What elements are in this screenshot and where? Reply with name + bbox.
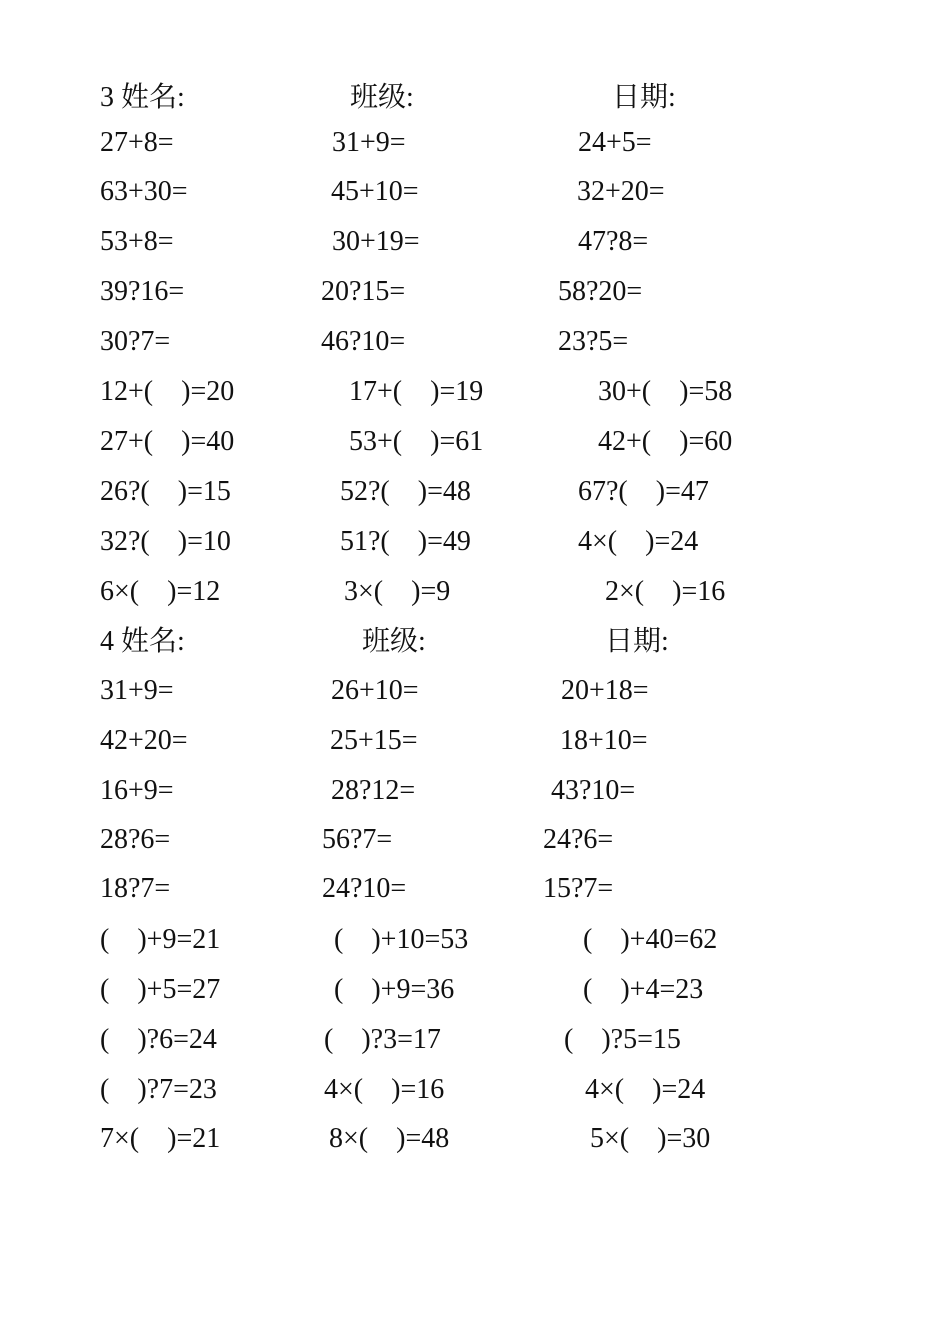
- problem: 12+( )=20: [100, 376, 235, 407]
- problem: 67?( )=47: [578, 476, 709, 507]
- problem: 16+9=: [100, 775, 174, 806]
- problem: ( )+10=53: [334, 924, 469, 955]
- problem: 17+( )=19: [349, 376, 484, 407]
- problem: 30+19=: [332, 226, 420, 257]
- problem: 43?10=: [551, 775, 636, 806]
- problem: ( )+4=23: [583, 974, 704, 1005]
- problem: ( )+9=21: [100, 924, 221, 955]
- problem: 25+15=: [330, 725, 418, 756]
- problem: 56?7=: [322, 824, 393, 855]
- problem: 24+5=: [578, 127, 652, 158]
- sheet-4-class-label: 班级:: [362, 626, 426, 657]
- problem: 4×( )=24: [585, 1074, 706, 1105]
- problem: ( )+5=27: [100, 974, 221, 1005]
- problem: 4×( )=16: [324, 1074, 445, 1105]
- problem: ( )+9=36: [334, 974, 455, 1005]
- problem: 28?6=: [100, 824, 171, 855]
- sheet-4-name-label: 4 姓名:: [100, 626, 185, 657]
- problem: 63+30=: [100, 176, 188, 207]
- problem: 5×( )=30: [590, 1123, 711, 1154]
- problem: 3×( )=9: [344, 576, 451, 607]
- problem: 23?5=: [558, 326, 629, 357]
- problem: 8×( )=48: [329, 1123, 450, 1154]
- problem: 27+8=: [100, 127, 174, 158]
- problem: 18?7=: [100, 873, 171, 904]
- problem: 4×( )=24: [578, 526, 699, 557]
- problem: 31+9=: [100, 675, 174, 706]
- problem: ( )?3=17: [324, 1024, 441, 1055]
- problem: 6×( )=12: [100, 576, 221, 607]
- problem: 32+20=: [577, 176, 665, 207]
- problem: 46?10=: [321, 326, 406, 357]
- sheet-3-date-label: 日期:: [612, 82, 676, 113]
- problem: 24?10=: [322, 873, 407, 904]
- problem: ( )?6=24: [100, 1024, 217, 1055]
- problem: 26?( )=15: [100, 476, 231, 507]
- problem: ( )?5=15: [564, 1024, 681, 1055]
- sheet-4-date-label: 日期:: [605, 626, 669, 657]
- problem: 45+10=: [331, 176, 419, 207]
- problem: 31+9=: [332, 127, 406, 158]
- problem: 28?12=: [331, 775, 416, 806]
- problem: 58?20=: [558, 276, 643, 307]
- problem: 42+( )=60: [598, 426, 733, 457]
- problem: 20?15=: [321, 276, 406, 307]
- problem: 51?( )=49: [340, 526, 471, 557]
- problem: 24?6=: [543, 824, 614, 855]
- sheet-3-class-label: 班级:: [350, 82, 414, 113]
- problem: 30?7=: [100, 326, 171, 357]
- problem: 20+18=: [561, 675, 649, 706]
- problem: 47?8=: [578, 226, 649, 257]
- problem: 7×( )=21: [100, 1123, 221, 1154]
- problem: 53+8=: [100, 226, 174, 257]
- problem: 53+( )=61: [349, 426, 484, 457]
- sheet-3-name-label: 3 姓名:: [100, 82, 185, 113]
- problem: 32?( )=10: [100, 526, 231, 557]
- problem: 15?7=: [543, 873, 614, 904]
- problem: 42+20=: [100, 725, 188, 756]
- problem: ( )?7=23: [100, 1074, 217, 1105]
- problem: 2×( )=16: [605, 576, 726, 607]
- problem: 52?( )=48: [340, 476, 471, 507]
- problem: 27+( )=40: [100, 426, 235, 457]
- problem: 18+10=: [560, 725, 648, 756]
- problem: 30+( )=58: [598, 376, 733, 407]
- problem: 39?16=: [100, 276, 185, 307]
- problem: ( )+40=62: [583, 924, 718, 955]
- problem: 26+10=: [331, 675, 419, 706]
